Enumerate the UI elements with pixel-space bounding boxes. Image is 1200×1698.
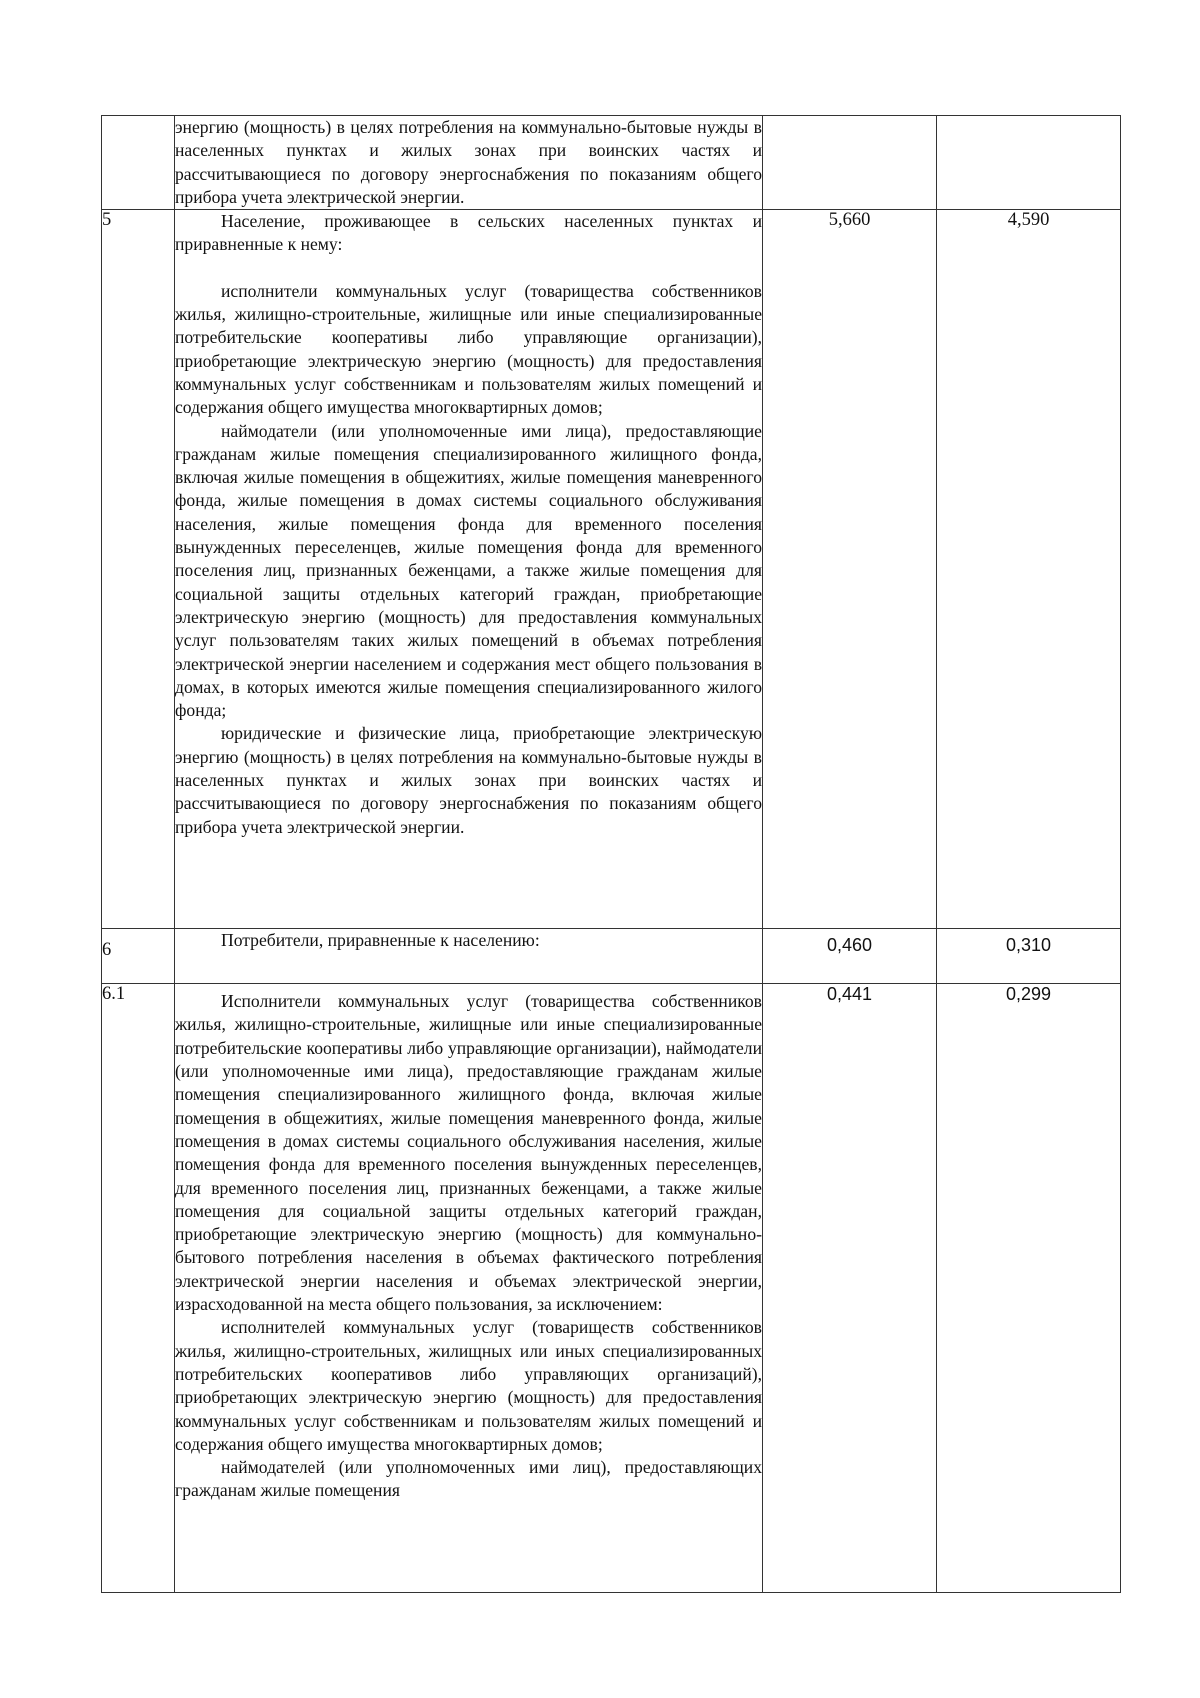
description-paragraph: Население, проживающее в сельских населенных пунктах и приравненные к нему: [175,211,762,255]
tariff-table [101,115,1121,1593]
table-row [102,929,1121,984]
description-paragraph: Исполнители коммунальных услуг (товарищества собственников жилья, жилищно-строительные, жилищные или иные специализированные потребительские кооперативы либо управляющие организации), наймодатели (или уполномоченные ими лица), предоставляющие гражданам жилые помещения специализированного жилищного фонда, включая жилые помещения в общежитиях, жилые помещения маневренного фонда, жилые помещения в домах системы социального обслуживания населения, жилые помещения фонда для временного поселения вынужденных переселенцев, для временного поселения лиц, признанных беженцами, а также жилые помещения для социальной защиты отдельных категорий граждан, приобретающие электрическую энергию (мощность) для коммунально-бытового потребления населения в объемах фактического потребления электрической энергии населения и объемах электрической энергии, израсходованной на места общего пользования, за исключением: [175,991,762,1315]
value-column-2 [937,116,1121,210]
row-description [175,929,763,984]
value-column-1: 5,660 [763,210,937,929]
row-description [175,210,763,929]
description-paragraph: исполнителей коммунальных услуг (товариществ собственников жилья, жилищно-строительных, жилищных или иных специализированных потребительских кооперативов либо управляющих организаций), приобретающих электрическую энергию (мощность) для предоставления коммунальных услуг собственникам и пользователям жилых помещений и содержания общего имущества многоквартирных домов; [175,1317,762,1454]
description-paragraph: Потребители, приравненные к населению: [221,930,540,951]
value-column-1 [763,116,937,210]
description-paragraph: юридические и физические лица, приобретающие электрическую энергию (мощность) в целях потребления на коммунально-бытовые нужды в населенных пунктах и жилых зонах при воинских частях и рассчитывающиеся по договору энергоснабжения по показаниям общего прибора учета электрической энергии. [175,723,762,837]
description-paragraph: наймодателей (или уполномоченных ими лиц), предоставляющих гражданам жилые помещения [175,1457,762,1501]
table-row [102,210,1121,929]
row-description [175,116,763,210]
row-number: 6 [102,929,175,984]
table-row [102,984,1121,1593]
value-column-1: 0,441 [763,984,937,1593]
row-description [175,984,763,1593]
value-column-2: 0,310 [937,929,1121,984]
value-column-1: 0,460 [763,929,937,984]
value-column-2: 0,299 [937,984,1121,1593]
description-paragraph: исполнители коммунальных услуг (товарищества собственников жилья, жилищно-строительные, жилищные или иные специализированные потребительские кооперативы либо управляющие организации), приобретающие электрическую энергию (мощность) для предоставления коммунальных услуг собственникам и пользователям жилых помещений и содержания общего имущества многоквартирных домов; [175,280,762,418]
value-column-2: 4,590 [937,210,1121,929]
row-number: 6.1 [102,984,175,1593]
row-number [102,116,175,210]
table-row [102,116,1121,210]
description-paragraph: наймодатели (или уполномоченные ими лица), предоставляющие гражданам жилые помещения специализированного жилищного фонда, включая жилые помещения в общежитиях, жилые помещения маневренного фонда, жилые помещения в домах системы социального обслуживания населения, жилые помещения фонда для временного поселения вынужденных переселенцев, жилые помещения фонда для временного поселения лиц, признанных беженцами, а также жилые помещения для социальной защиты отдельных категорий граждан, приобретающие электрическую энергию (мощность) для предоставления коммунальных услуг пользователям таких жилых помещений в объемах потребления электрической энергии населением и содержания мест общего пользования в домах, в которых имеются жилые помещения специализированного жилого фонда; [175,420,762,721]
row-number: 5 [102,210,175,929]
description-paragraph: энергию (мощность) в целях потребления на коммунально-бытовые нужды в населенных пунктах и жилых зонах при воинских частях и рассчитывающиеся по договору энергоснабжения по показаниям общего прибора учета электрической энергии. [175,117,762,207]
